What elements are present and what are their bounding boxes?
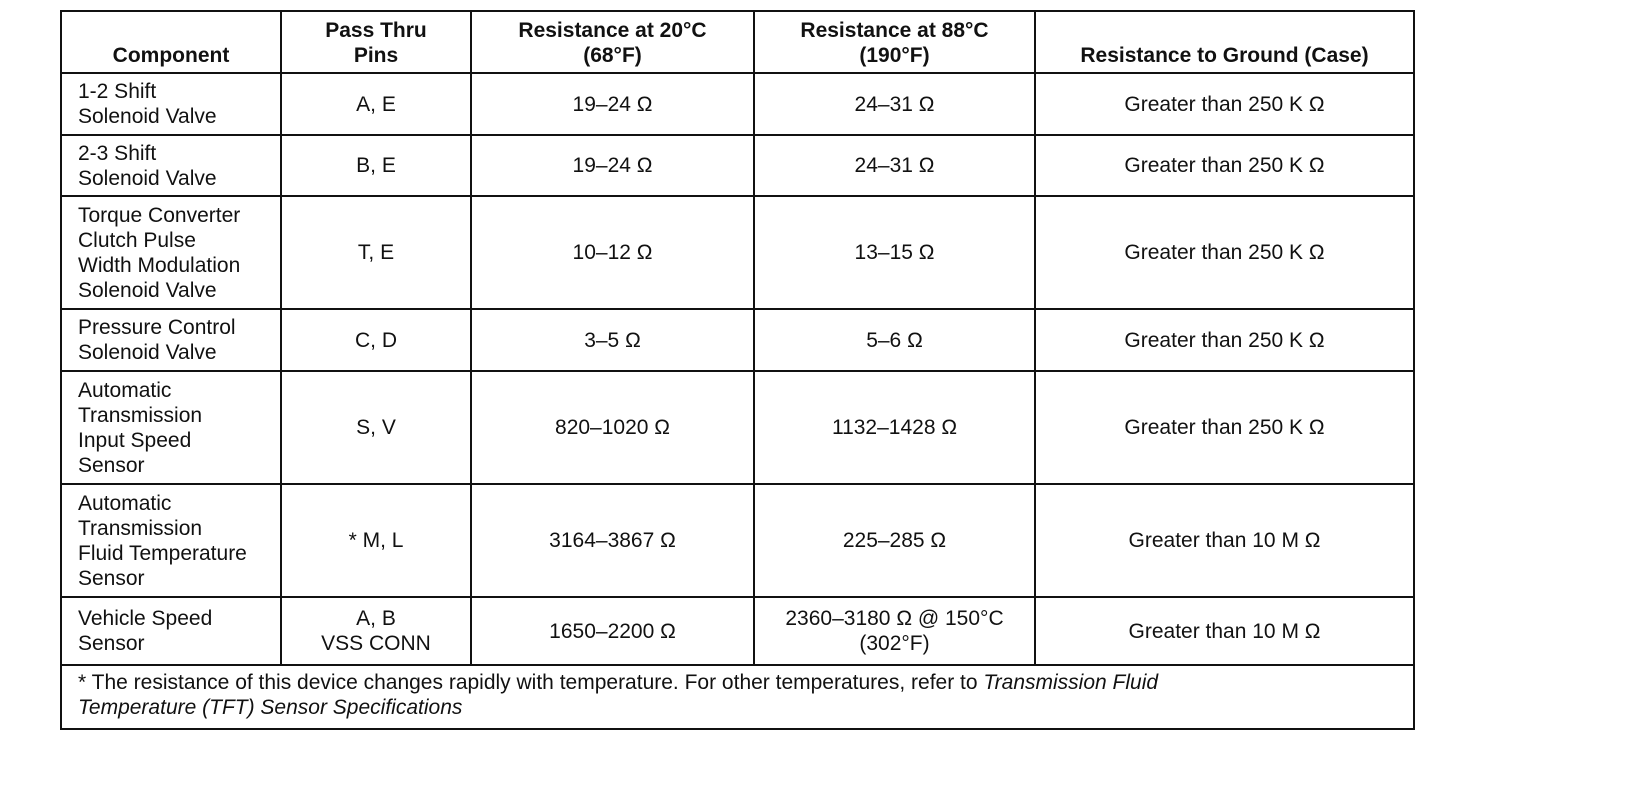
component-cell-line: Sensor [78,566,145,590]
table-row [61,371,1414,484]
component-cell-line: Solenoid Valve [78,105,217,128]
resistance-20c-cell [471,371,754,484]
resistance-88c-cell-line: 2360–3180 Ω @ 150°C [785,607,1004,630]
pins-cell [281,597,471,665]
pins-cell-line: A, B [356,607,396,630]
pins-cell [281,309,471,371]
table-row [61,309,1414,371]
resistance-88c-cell [754,484,1035,597]
pins-cell [281,371,471,484]
table-row [61,484,1414,597]
resistance-20c-cell [471,484,754,597]
component-cell-line: Sensor [78,453,145,477]
resistance-20c-cell-line: 1650–2200 Ω [549,619,676,643]
resistance-88c-cell [754,371,1035,484]
header-resistance-ground: Resistance to Ground (Case) [1035,11,1414,73]
resistance-88c-cell-line: 225–285 Ω [842,529,947,552]
resistance-88c-cell [754,135,1035,196]
component-cell-line: Vehicle Speed [78,607,213,630]
pins-cell [281,135,471,196]
resistance-88c-cell-line: (302°F) [859,632,930,655]
pins-cell [281,484,471,597]
resistance-88c-cell-line: 24–31 Ω [854,92,935,116]
resistance-ground-cell [1035,135,1414,196]
component-cell-line: 2-3 Shift [78,141,157,165]
header-component: Component [61,11,281,73]
component-cell-line: Fluid Temperature [78,541,247,565]
pins-cell-line: A, E [356,92,396,116]
resistance-ground-cell-text: Greater than 10 M Ω [1128,529,1321,552]
resistance-88c-cell [754,309,1035,371]
component-cell-line: Solenoid Valve [78,278,217,302]
footnote-reference-2: Temperature (TFT) Sensor Specifications [78,696,463,719]
pins-cell-line: * M, L [348,529,404,552]
table-row [61,73,1414,135]
footnote-row [61,665,1414,729]
resistance-ground-cell [1035,196,1414,309]
resistance-ground-cell-text: Greater than 250 K Ω [1124,154,1325,177]
component-cell-line: 1-2 Shift [78,80,157,103]
component-cell [61,597,281,665]
footnote-text: * The resistance of this device changes rapidly with temperature. For other temperatures, refer to [78,671,984,694]
component-cell-line: Sensor [78,632,145,655]
header-resistance-20c: Resistance at 20°C (68°F) [471,11,754,73]
resistance-20c-cell-line: 820–1020 Ω [555,416,670,439]
resistance-88c-cell-line: 24–31 Ω [854,154,935,177]
resistance-20c-cell-line: 3164–3867 Ω [549,529,676,552]
pins-cell-line: B, E [356,154,396,177]
resistance-ground-cell [1035,371,1414,484]
resistance-ground-cell-text: Greater than 250 K Ω [1124,92,1325,116]
resistance-88c-cell [754,597,1035,665]
resistance-ground-cell-text: Greater than 250 K Ω [1124,416,1325,439]
footnote [61,665,1414,729]
table-row [61,196,1414,309]
pins-cell-line: C, D [355,328,397,352]
resistance-20c-cell [471,73,754,135]
resistance-20c-cell [471,597,754,665]
component-cell [61,135,281,196]
header-resistance-88c: Resistance at 88°C (190°F) [754,11,1035,73]
component-cell-line: Transmission [78,403,203,427]
resistance-ground-cell-text: Greater than 250 K Ω [1124,328,1325,352]
pins-cell [281,196,471,309]
pins-cell-line: S, V [356,416,396,439]
resistance-20c-cell [471,196,754,309]
resistance-20c-cell-line: 19–24 Ω [572,154,653,177]
pins-cell [281,73,471,135]
resistance-88c-cell-line: 13–15 Ω [854,241,935,264]
resistance-88c-cell-line: 1132–1428 Ω [831,416,958,439]
component-cell [61,196,281,309]
resistance-ground-cell [1035,73,1414,135]
resistance-ground-cell [1035,597,1414,665]
resistance-20c-cell-line: 10–12 Ω [572,241,653,264]
resistance-20c-cell-line: 3–5 Ω [584,328,641,352]
component-cell-line: Width Modulation [78,253,241,277]
component-cell-line: Input Speed [78,428,192,452]
resistance-88c-cell [754,196,1035,309]
resistance-20c-cell-line: 19–24 Ω [572,92,653,116]
component-cell [61,309,281,371]
resistance-88c-cell-line: 5–6 Ω [866,328,923,352]
table-row [61,597,1414,665]
resistance-ground-cell [1035,309,1414,371]
header-pass-thru-pins: Pass Thru Pins [281,11,471,73]
footnote-reference-1: Transmission Fluid [983,671,1159,694]
component-cell [61,484,281,597]
pins-cell-line: T, E [357,241,395,264]
component-cell [61,371,281,484]
resistance-20c-cell [471,309,754,371]
header-row [61,11,1414,73]
resistance-20c-cell [471,135,754,196]
component-cell-line: Torque Converter [78,203,241,227]
resistance-88c-cell [754,73,1035,135]
component-cell [61,73,281,135]
pins-cell-line: VSS CONN [321,632,431,655]
component-cell-line: Clutch Pulse [78,228,196,252]
resistance-ground-cell [1035,484,1414,597]
component-cell-line: Automatic [78,378,172,402]
component-cell-line: Pressure Control [78,316,236,339]
table-row [61,135,1414,196]
resistance-spec-table [60,10,1415,730]
resistance-ground-cell-text: Greater than 250 K Ω [1124,241,1325,264]
component-cell-line: Transmission [78,516,203,540]
component-cell-line: Automatic [78,491,172,515]
component-cell-line: Solenoid Valve [78,341,217,364]
component-cell-line: Solenoid Valve [78,166,217,190]
resistance-ground-cell-text: Greater than 10 M Ω [1128,619,1321,643]
